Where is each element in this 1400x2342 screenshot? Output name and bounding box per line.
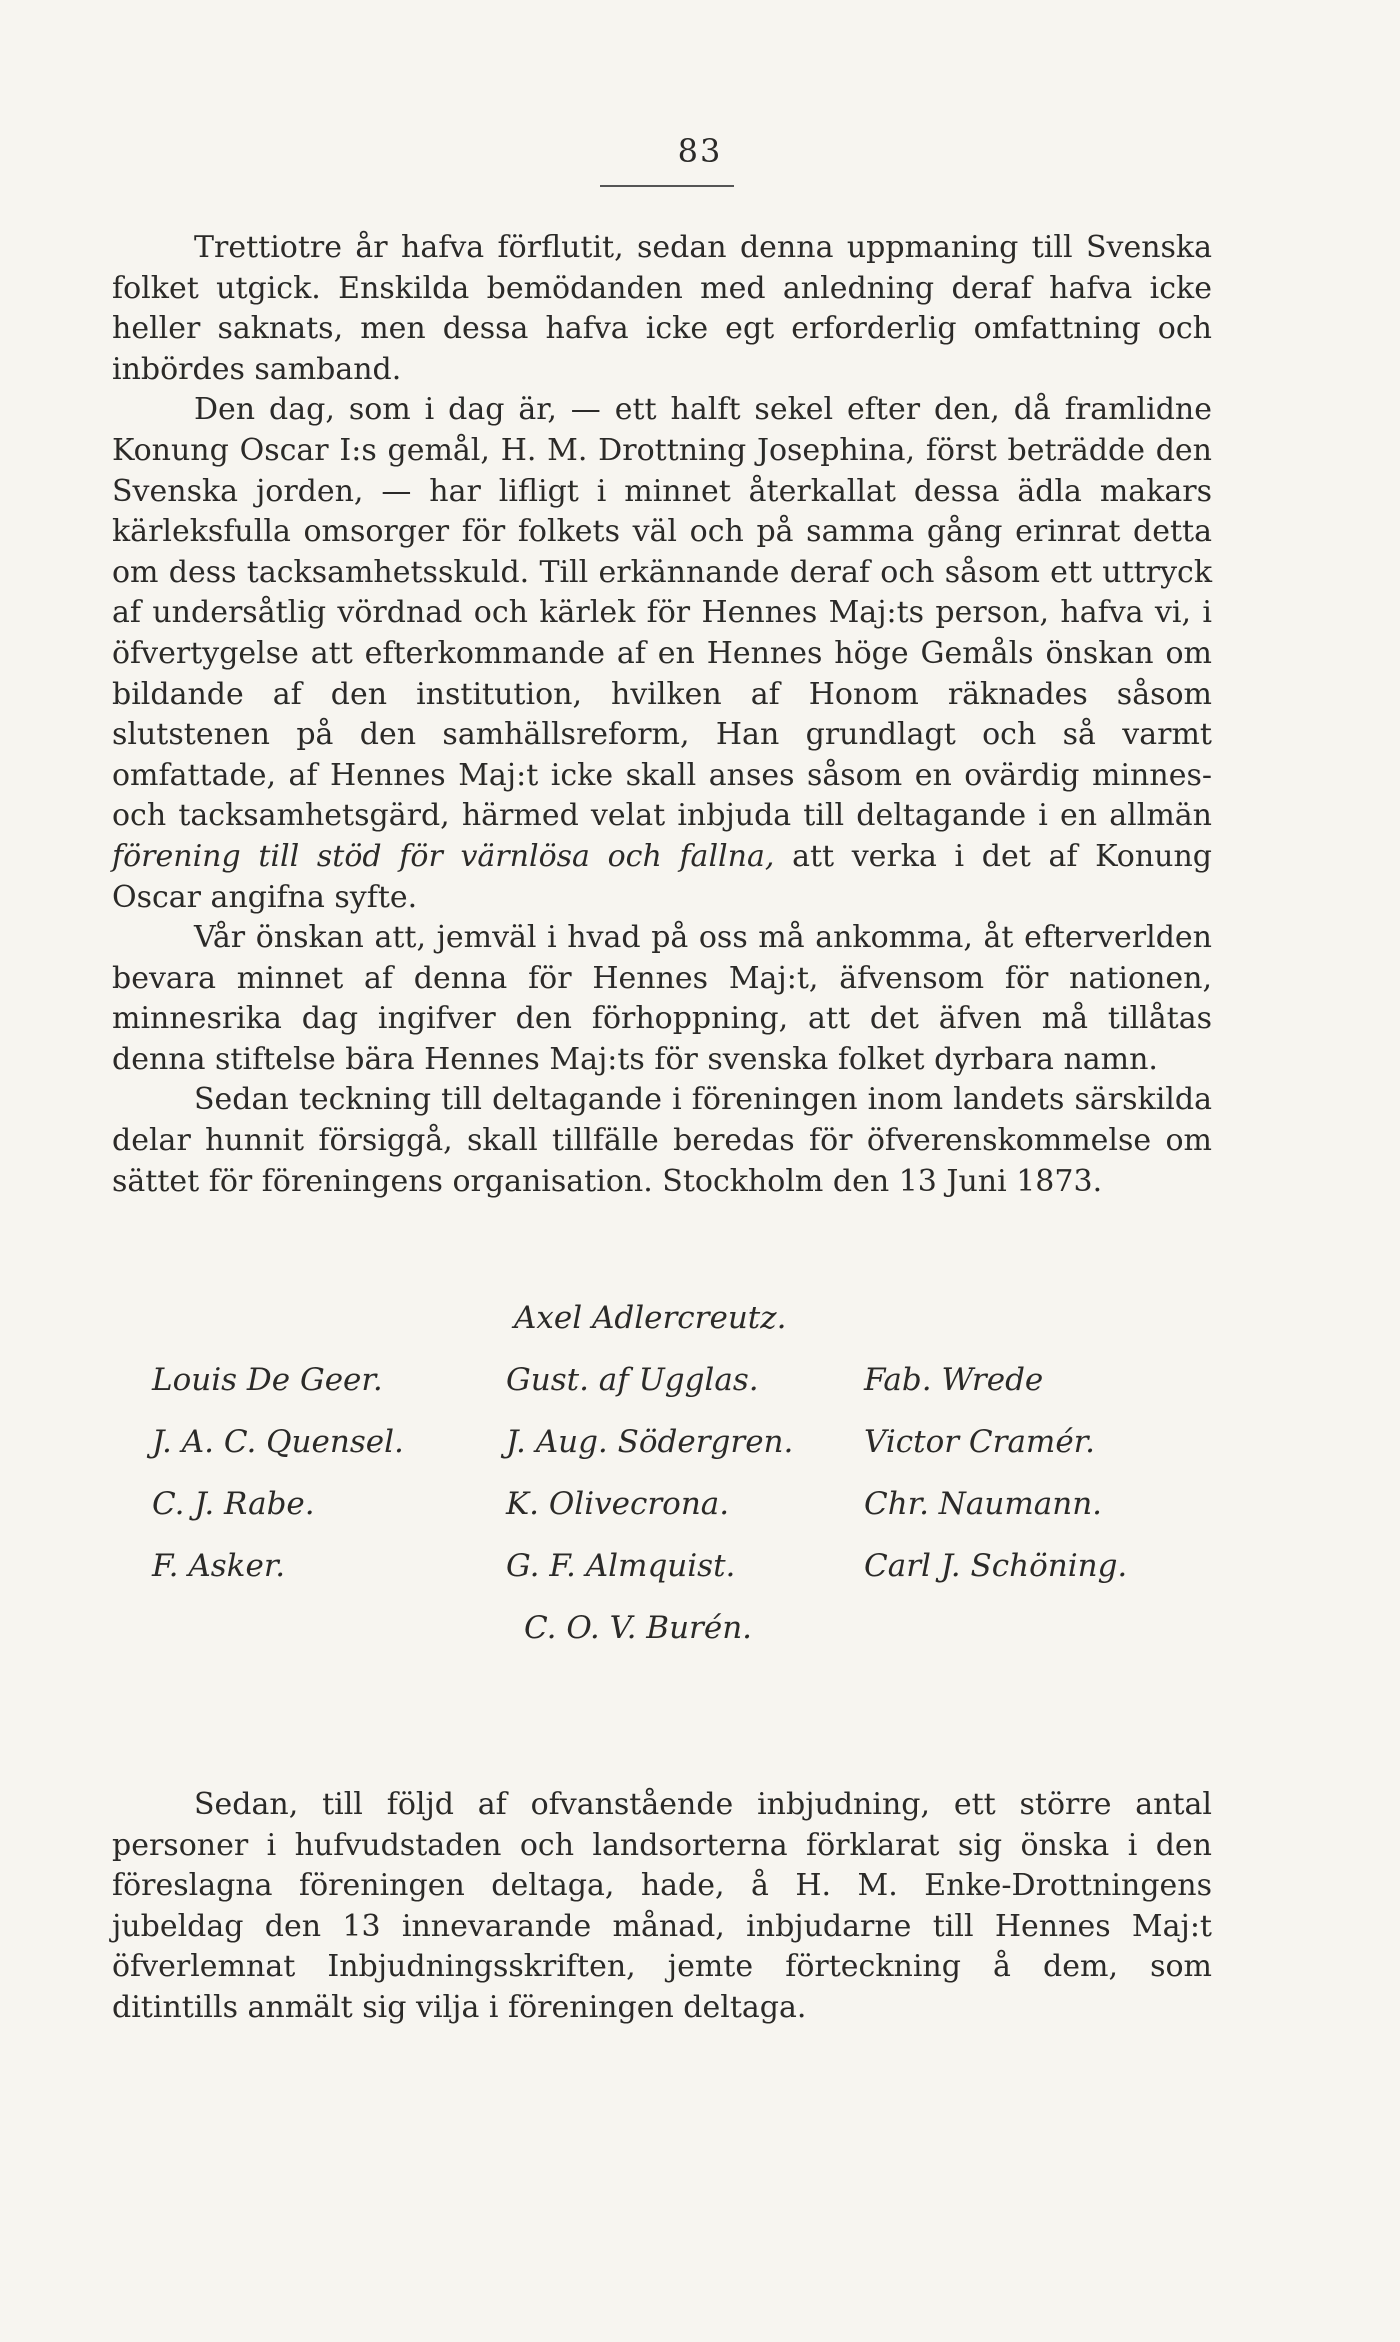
signature-col1-2: J. A. C. Quensel. (152, 1424, 404, 1460)
signature-col2-1: Gust. af Ugglas. (506, 1362, 759, 1398)
signature-col2-3: K. Olivecrona. (506, 1486, 730, 1522)
paragraph-2-text: Den dag, som i dag är, — ett halft sekel efter den, då framlidne Konung Oscar I:s gemål, H. M. Drottning Josephina, först beträdde den Svenska jorden, — har lifligt i minnet återkallat dessa ädla makars kärleksfulla omsorger för folkets väl och på samma gång erinrat detta om dess tacksamhetsskuld. Till erkännande deraf och såsom ett uttryck af undersåtlig vördnad och kärlek för Hennes Maj:ts person, hafva vi, i öfvertygelse att efterkommande af en Hennes höge Gemåls önskan om bildande af den institution, hvilken af Honom räknades såsom slutstenen på den samhällsreform, Han grundlagt och så varmt omfattade, af Hennes Maj:t icke skall anses såsom en ovärdig minnes- och tacksamhetsgärd, härmed velat inbjuda till deltagande i en allmän (112, 392, 1212, 834)
page-number: 83 (677, 132, 723, 170)
paragraph-2 (112, 390, 1212, 918)
closing-paragraph: Sedan, till följd af ofvanstående inbjudning, ett större antal personer i hufvudstaden och landsorterna förklarat sig önska i den föreslagna föreningen deltaga, hade, å H. M. Enke-Drottningens jubeldag den 13 innevarande månad, inbjudarne till Hennes Maj:t öfverlemnat Inbjudningsskriften, jemte förteckning å dem, som ditintills anmält sig vilja i föreningen deltaga. (112, 1787, 1212, 2025)
signature-col1-4: F. Asker. (152, 1548, 286, 1584)
paragraph-1: Trettiotre år hafva förflutit, sedan denna uppmaning till Svenska folket utgick. Enskilda bemödanden med anledning deraf hafva icke heller saknats, men dessa hafva icke egt erforderlig omfattning och inbördes samband. (112, 230, 1212, 387)
signature-top: Axel Adlercreutz. (514, 1300, 787, 1336)
invitation-body (112, 228, 1212, 1202)
society-purpose: att verka i det af Konung Oscar angifna syfte. (112, 838, 1212, 915)
signature-col1-3: C. J. Rabe. (152, 1486, 315, 1522)
page-number-rule (600, 185, 734, 187)
paragraph-4: Sedan teckning till deltagande i föreningen inom landets särskilda delar hunnit försiggå, skall tillfälle beredas för öfverenskommelse om sättet för föreningens organisation. Stockholm den 13 Juni 1873. (112, 1082, 1212, 1199)
signature-col2-2: J. Aug. Södergren. (506, 1424, 794, 1460)
signature-col3-3: Chr. Naumann. (864, 1486, 1103, 1522)
signature-col3-4: Carl J. Schöning. (864, 1548, 1128, 1584)
closing-note (112, 1785, 1212, 2029)
signature-col3-1: Fab. Wrede (864, 1362, 1044, 1398)
signature-col2-4: G. F. Almquist. (506, 1548, 736, 1584)
signature-col1-1: Louis De Geer. (152, 1362, 383, 1398)
paragraph-3: Vår önskan att, jemväl i hvad på oss må ankomma, åt efterverlden bevara minnet af denna för Hennes Maj:t, äfvensom för nationen, minnesrika dag ingifver den förhoppning, att det äfven må tillåtas denna stiftelse bära Hennes Maj:ts för svenska folket dyrbara namn. (112, 920, 1212, 1077)
signature-col2-5: C. O. V. Burén. (524, 1610, 753, 1646)
society-name: förening till stöd för värnlösa och fallna, (112, 838, 775, 874)
signature-col3-2: Victor Cramér. (864, 1424, 1095, 1460)
